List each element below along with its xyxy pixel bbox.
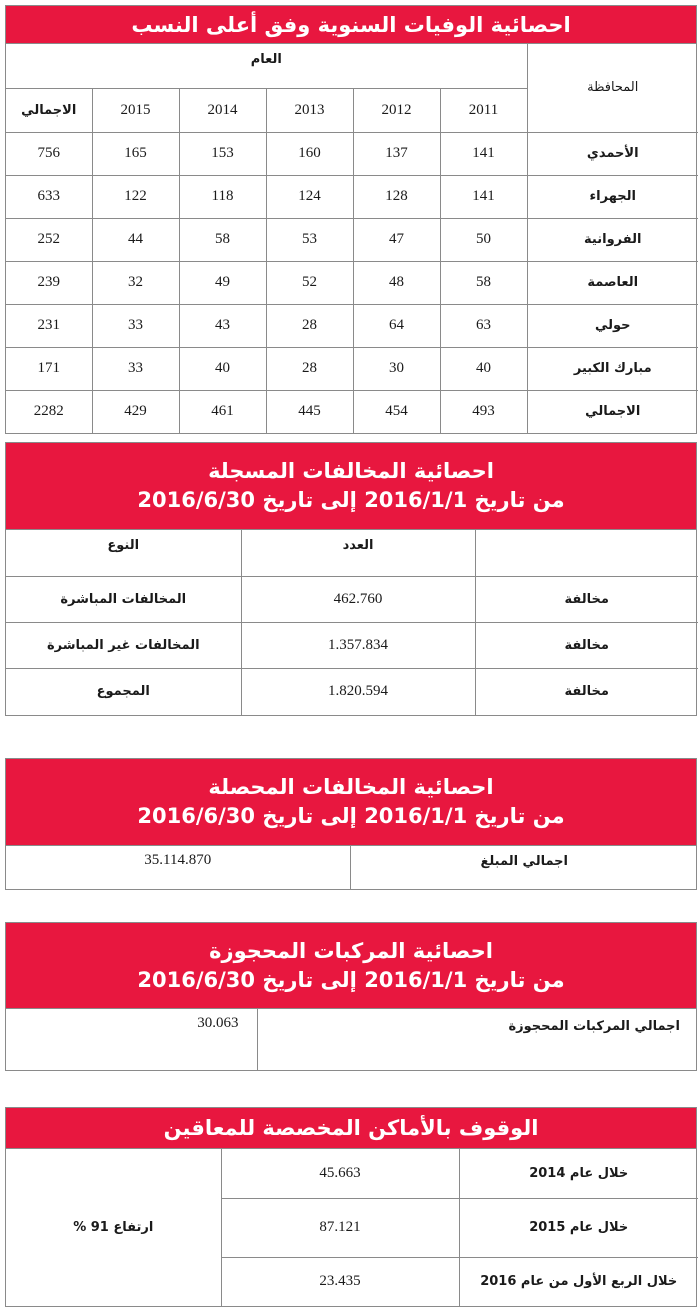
table-row (6, 261, 698, 304)
cell-value: 63 (440, 304, 527, 347)
period-label: خلال عام 2015 (459, 1198, 698, 1257)
impounded-vehicles-subtitle: من تاريخ 2016/1/1 إلى تاريخ 2016/6/30 (137, 967, 565, 992)
cell-total: 239 (6, 261, 92, 304)
cell-value: 122 (92, 175, 179, 218)
table-row (6, 846, 698, 889)
collected-violations-header (6, 759, 696, 846)
province-name: مبارك الكبير (527, 347, 698, 390)
cell-value: 64 (353, 304, 440, 347)
col-header-year: 2015 (92, 88, 179, 132)
row-type: المخالفات غير المباشرة (6, 622, 241, 668)
cell-value: 454 (353, 390, 440, 433)
cell-value: 160 (266, 132, 353, 175)
impounded-vehicles-header (6, 923, 696, 1009)
table-row (6, 622, 698, 668)
deaths-grid (6, 44, 698, 433)
cell-value: 461 (179, 390, 266, 433)
cell-value: 32 (92, 261, 179, 304)
cell-value: 43 (179, 304, 266, 347)
disabled-parking-title: الوقوف بالأماكن المخصصة للمعاقين (163, 1116, 539, 1140)
cell-value: 33 (92, 347, 179, 390)
table-row (6, 576, 698, 622)
province-name: العاصمة (527, 261, 698, 304)
cell-value: 128 (353, 175, 440, 218)
cell-value: 50 (440, 218, 527, 261)
registered-violations-header-row (6, 530, 698, 576)
col-header-year: 2012 (353, 88, 440, 132)
province-name: حولي (527, 304, 698, 347)
cell-value: 124 (266, 175, 353, 218)
registered-violations-title: احصائية المخالفات المسجلة (208, 459, 494, 483)
deaths-table-header (6, 6, 696, 44)
impounded-vehicles-table (5, 922, 697, 1071)
cell-value: 33 (92, 304, 179, 347)
cell-total: 2282 (6, 390, 92, 433)
province-name: الاجمالي (527, 390, 698, 433)
col-header-year: 2011 (440, 88, 527, 132)
disabled-parking-grid (6, 1149, 698, 1307)
col-header-count: العدد (241, 530, 475, 576)
registered-violations-grid (6, 530, 698, 715)
cell-value: 118 (179, 175, 266, 218)
col-header-blank (475, 530, 698, 576)
table-row (6, 347, 698, 390)
deaths-table (5, 5, 697, 434)
deaths-title: احصائية الوفيات السنوية وفق أعلى النسب (131, 12, 571, 37)
disabled-parking-header (6, 1108, 696, 1149)
registered-violations-table (5, 442, 697, 716)
province-name: الفروانية (527, 218, 698, 261)
cell-value: 493 (440, 390, 527, 433)
cell-value: 30 (353, 347, 440, 390)
period-label: خلال الربع الأول من عام 2016 (459, 1257, 698, 1306)
row-type: المجموع (6, 668, 241, 715)
cell-value: 429 (92, 390, 179, 433)
row-type: المخالفات المباشرة (6, 576, 241, 622)
impounded-total-label: اجمالي المركبات المحجوزة (257, 1009, 698, 1070)
cell-total: 633 (6, 175, 92, 218)
table-row (6, 304, 698, 347)
change-badge: ارتفاع 91 % (6, 1149, 221, 1306)
period-value: 23.435 (221, 1257, 459, 1306)
collected-violations-grid (6, 846, 698, 889)
cell-value: 137 (353, 132, 440, 175)
cell-value: 445 (266, 390, 353, 433)
row-label: مخالفة (475, 576, 698, 622)
cell-total: 231 (6, 304, 92, 347)
period-label: خلال عام 2014 (459, 1149, 698, 1198)
col-header-total: الاجمالي (6, 88, 92, 132)
disabled-parking-table (5, 1107, 697, 1307)
province-name: الأحمدي (527, 132, 698, 175)
cell-value: 165 (92, 132, 179, 175)
row-label: مخالفة (475, 668, 698, 715)
cell-value: 28 (266, 347, 353, 390)
collected-violations-title: احصائية المخالفات المحصلة (208, 775, 494, 799)
cell-value: 52 (266, 261, 353, 304)
col-header-province: المحافظة (527, 44, 698, 132)
cell-total: 171 (6, 347, 92, 390)
cell-value: 40 (440, 347, 527, 390)
cell-value: 28 (266, 304, 353, 347)
col-header-year-group: العام (6, 44, 527, 88)
row-count: 462.760 (241, 576, 475, 622)
cell-value: 47 (353, 218, 440, 261)
cell-value: 53 (266, 218, 353, 261)
collected-violations-subtitle: من تاريخ 2016/1/1 إلى تاريخ 2016/6/30 (137, 804, 565, 828)
registered-violations-subtitle: من تاريخ 2016/1/1 إلى تاريخ 2016/6/30 (137, 488, 565, 512)
period-value: 45.663 (221, 1149, 459, 1198)
row-label: مخالفة (475, 622, 698, 668)
table-row (6, 218, 698, 261)
col-header-year: 2013 (266, 88, 353, 132)
table-row (6, 175, 698, 218)
table-row-total (6, 668, 698, 715)
cell-value: 44 (92, 218, 179, 261)
cell-value: 153 (179, 132, 266, 175)
deaths-header-row-1 (6, 44, 698, 88)
period-value: 87.121 (221, 1198, 459, 1257)
impounded-vehicles-title: احصائية المركبات المحجوزة (209, 938, 493, 963)
cell-value: 48 (353, 261, 440, 304)
cell-value: 141 (440, 175, 527, 218)
cell-value: 58 (179, 218, 266, 261)
cell-total: 252 (6, 218, 92, 261)
table-row (6, 1009, 698, 1070)
cell-total: 756 (6, 132, 92, 175)
col-header-type: النوع (6, 530, 241, 576)
cell-value: 49 (179, 261, 266, 304)
table-row (6, 132, 698, 175)
registered-violations-header (6, 443, 696, 530)
impounded-vehicles-grid (6, 1009, 698, 1070)
table-row (6, 1149, 698, 1198)
impounded-total-value: 30.063 (6, 1009, 257, 1070)
province-name: الجهراء (527, 175, 698, 218)
cell-value: 141 (440, 132, 527, 175)
table-row-total (6, 390, 698, 433)
collected-violations-table (5, 758, 697, 890)
total-amount-label: اجمالي المبلغ (350, 846, 698, 889)
row-count: 1.357.834 (241, 622, 475, 668)
cell-value: 40 (179, 347, 266, 390)
total-amount-value: 35.114.870 (6, 846, 350, 889)
col-header-year: 2014 (179, 88, 266, 132)
row-count: 1.820.594 (241, 668, 475, 715)
cell-value: 58 (440, 261, 527, 304)
